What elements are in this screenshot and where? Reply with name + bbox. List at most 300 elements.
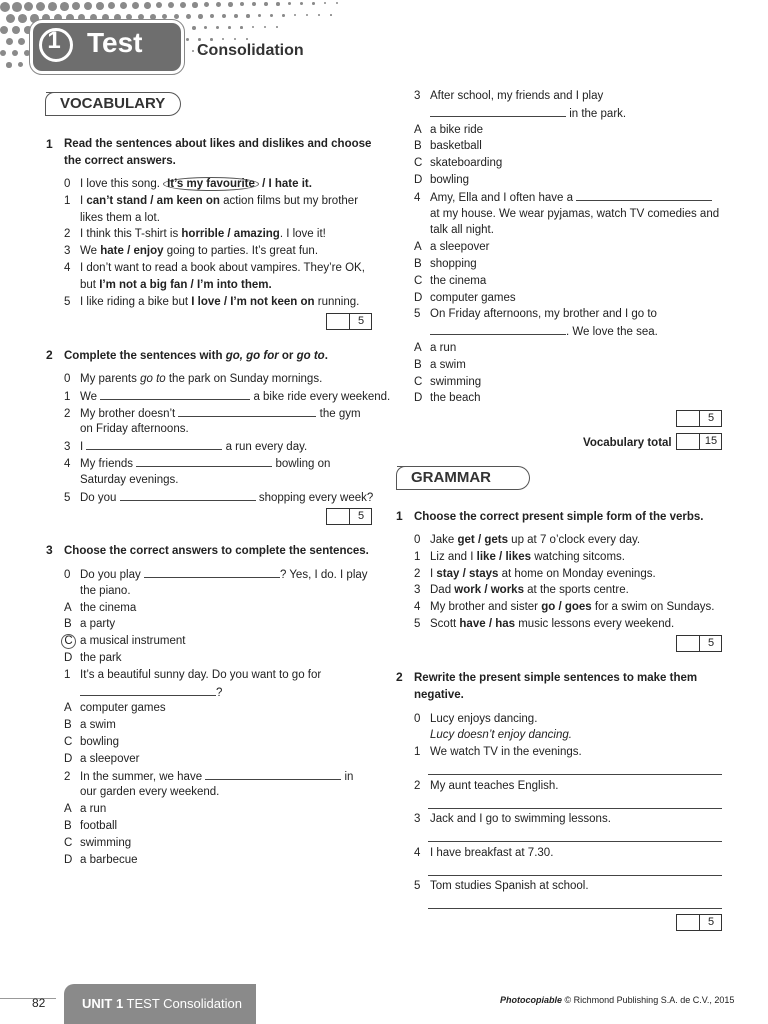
halftone-dot: [6, 62, 12, 68]
item-text: but: [80, 278, 100, 291]
answer-blank: [100, 388, 250, 400]
halftone-dot: [312, 2, 315, 5]
vocab-q1-item: [64, 226, 326, 243]
item-text: . I love it!: [279, 228, 326, 241]
item-number: 1: [64, 194, 71, 207]
vocab-q1-item: [64, 210, 160, 227]
answer-blank: [430, 323, 566, 335]
halftone-dot: [192, 2, 198, 8]
vocab-q2-item: [64, 421, 189, 438]
item-text: a bike ride: [430, 123, 484, 136]
item-number: 1: [414, 550, 421, 563]
item-text: After school, my friends and I play: [430, 90, 604, 102]
item-number: 0: [64, 373, 71, 385]
vocab-q3-line: [414, 105, 626, 123]
item-letter: B: [414, 258, 422, 270]
halftone-dot: [18, 38, 25, 45]
item-text: Dad: [430, 584, 455, 597]
item-text: It’s a beautiful sunny day. Do you want to go for: [80, 668, 322, 681]
halftone-dot: [198, 38, 201, 41]
test-title: Test: [87, 27, 143, 58]
grammar-q2-score-box: 5: [676, 914, 722, 931]
item-letter: [64, 633, 80, 650]
item-number: 0: [64, 178, 71, 190]
halftone-dot: [36, 2, 45, 11]
choice-options: like / likes: [476, 550, 532, 563]
halftone-dot: [144, 2, 151, 9]
vocab-q2-item: [64, 405, 361, 423]
vocab-q3-instruction: Choose the correct answers to complete the sentences.: [64, 545, 369, 557]
halftone-dot: [276, 2, 280, 6]
vocab-q3-line: [64, 835, 131, 852]
halftone-dot: [18, 62, 23, 67]
answer-blank: [80, 684, 216, 696]
item-letter: D: [414, 291, 423, 304]
item-text: shopping every week?: [255, 491, 374, 504]
item-text: Jack and I go to swimming lessons.: [430, 813, 611, 826]
answer-blank: [144, 566, 280, 578]
halftone-dot: [270, 14, 273, 17]
example-answer: go to: [140, 373, 166, 385]
item-text: ?: [216, 686, 223, 699]
halftone-dot: [252, 26, 254, 28]
vocab-q3-line: [414, 374, 481, 391]
item-text: the piano.: [80, 584, 131, 597]
halftone-dot: [12, 50, 18, 56]
vocab-q1-item: [64, 193, 358, 210]
item-text: I think this T-shirt is: [80, 228, 182, 241]
answer-blank: [430, 105, 566, 117]
item-text: for a swim on Sundays.: [591, 601, 715, 614]
halftone-dot: [246, 14, 250, 18]
halftone-dot: [318, 14, 320, 16]
item-text: a musical instrument: [80, 635, 186, 648]
halftone-dot: [210, 14, 214, 18]
vocab-q3-line: [64, 650, 122, 667]
halftone-dot: [96, 2, 104, 10]
unit-number: 1: [47, 27, 61, 54]
item-text: the beach: [430, 392, 481, 405]
halftone-dot: [228, 26, 231, 29]
item-text: running.: [314, 295, 360, 308]
grammar-q1-score-box: 5: [676, 635, 722, 652]
item-letter: D: [64, 652, 73, 664]
copyright-notice: Photocopiable © Richmond Publishing S.A. de C.V., 2015: [500, 995, 735, 1005]
item-text: . We love the sea.: [566, 326, 658, 339]
vocab-q3-line: [414, 357, 466, 374]
item-letter: B: [64, 719, 72, 732]
vocab-q1-item: [64, 260, 365, 277]
choice-options: stay / stays: [436, 567, 499, 580]
answer-line: [428, 908, 722, 909]
vocab-q3-line: [64, 852, 138, 869]
item-text: I like riding a bike but: [80, 295, 192, 308]
item-letter: D: [414, 392, 423, 405]
halftone-dot: [132, 2, 139, 9]
choice-options: I love / I’m not keen on: [191, 295, 315, 308]
item-number: 2: [64, 770, 71, 783]
halftone-dot: [282, 14, 285, 17]
answer-line: [428, 808, 722, 809]
item-text: in the park.: [566, 107, 627, 120]
halftone-dot: [222, 38, 224, 40]
item-letter: B: [64, 820, 72, 832]
vocabulary-total-label: Vocabulary total: [583, 437, 672, 449]
choice-options: can’t stand / am keen on: [86, 194, 220, 207]
item-number: 3: [414, 584, 421, 597]
item-text: at my house. We wear pyjamas, watch TV comedies and: [430, 207, 720, 220]
item-number: 4: [414, 191, 421, 204]
item-text: a bike ride every weekend.: [250, 390, 391, 403]
halftone-dot: [174, 14, 179, 19]
halftone-dot: [108, 2, 115, 9]
halftone-dot: [324, 2, 326, 4]
halftone-dot: [0, 2, 10, 12]
item-text: ? Yes, I do. I play: [279, 569, 368, 581]
page-number: 82: [32, 996, 46, 1010]
answer-blank: [205, 768, 341, 780]
grammar-q2-item: [414, 744, 582, 761]
vocabulary-heading: VOCABULARY: [46, 92, 181, 116]
vocab-q3-line: [414, 172, 469, 189]
halftone-dot: [0, 26, 8, 34]
item-text: the cinema: [430, 274, 487, 287]
item-text: watching sitcoms.: [531, 550, 625, 563]
halftone-dot: [12, 2, 22, 12]
item-letter: A: [64, 803, 72, 816]
vocab-q3-line: [64, 751, 139, 768]
halftone-dot: [240, 2, 244, 6]
vocab-q3-line: [64, 684, 222, 702]
item-text: a sleepover: [430, 241, 490, 254]
halftone-dot: [330, 14, 332, 16]
item-text: a barbecue: [80, 853, 138, 866]
vocab-q2-item: [64, 438, 307, 456]
grammar-q1-item: [414, 599, 714, 616]
halftone-dot: [294, 14, 296, 16]
item-text: We watch TV in the evenings.: [430, 746, 582, 758]
vocab-q3-line: [64, 768, 353, 786]
choice-options: I’m not a big fan / I’m into them.: [99, 278, 272, 291]
vocab-q2-number: 2: [46, 348, 53, 362]
vocab-q3-line: [64, 583, 131, 600]
item-text: the park on Sunday mornings.: [165, 373, 323, 385]
grammar-q1-instruction: Choose the correct present simple form of the verbs.: [414, 511, 704, 523]
item-letter: A: [64, 702, 72, 715]
vocab-q3-line: [64, 717, 116, 734]
halftone-dot: [204, 2, 209, 7]
halftone-dot: [162, 14, 167, 19]
vocab-q1-number: 1: [46, 137, 53, 151]
vocab-q3-line: [414, 206, 719, 223]
halftone-dot: [300, 2, 303, 5]
circled-letter: C: [61, 634, 76, 649]
item-letter: A: [414, 342, 422, 354]
item-text: bowling on: [272, 458, 331, 470]
item-text: I love this song.: [80, 178, 164, 190]
item-text: My friends: [80, 458, 137, 470]
item-number: 5: [414, 308, 421, 321]
vocab-q2-item: [64, 371, 322, 388]
item-text: Liz and I: [430, 550, 477, 563]
answer-blank: [576, 189, 712, 201]
item-number: 5: [64, 491, 71, 504]
vocab-q3-line: [414, 138, 482, 155]
halftone-dot: [306, 14, 308, 16]
item-text: We: [80, 390, 101, 403]
item-text: basketball: [430, 140, 482, 153]
item-number: 0: [414, 534, 421, 546]
answer-blank: [136, 455, 272, 467]
choice-options: go / goes: [541, 601, 592, 614]
item-text: going to parties. It’s great fun.: [163, 245, 319, 258]
halftone-dot: [192, 50, 194, 52]
halftone-dot: [186, 14, 191, 19]
item-text: I: [430, 567, 437, 580]
item-number: 3: [64, 245, 71, 258]
vocab-q3-line: [64, 600, 136, 617]
halftone-dot: [288, 2, 291, 5]
answer-blank: [178, 405, 316, 417]
vocab-q3-line: [64, 818, 117, 835]
halftone-dot: [336, 2, 338, 4]
halftone-dot: [0, 50, 6, 56]
vocab-q3-line: [64, 616, 115, 633]
page-subtitle: Consolidation: [197, 42, 304, 59]
page-number-tab: [0, 984, 64, 1024]
grammar-q2-item: [414, 811, 611, 828]
grammar-q2-item: [414, 878, 589, 895]
item-text: My parents: [80, 373, 141, 385]
vocab-q1-item: [64, 243, 318, 260]
vocab-q3-line: [64, 734, 119, 751]
item-text: the cinema: [80, 601, 137, 614]
vocab-q3-line: [414, 88, 603, 105]
item-text: a swim: [430, 358, 466, 371]
halftone-dot: [6, 14, 15, 23]
answer-line: [428, 875, 722, 876]
item-letter: C: [414, 157, 423, 170]
item-text: music lessons every weekend.: [515, 618, 675, 630]
item-text: shopping: [430, 258, 477, 270]
grammar-q2-item: [414, 845, 553, 862]
halftone-dot: [120, 2, 127, 9]
item-letter: B: [414, 140, 422, 153]
halftone-dot: [6, 38, 13, 45]
halftone-dot: [240, 26, 243, 29]
grammar-q2-instruction: Rewrite the present simple sentences to make them negative.: [414, 672, 698, 701]
vocab-q3-line: [64, 667, 321, 684]
vocab-q2-item: [64, 455, 330, 473]
item-text: on Friday afternoons.: [80, 423, 189, 436]
test-badge: [30, 20, 184, 74]
item-text: We: [80, 245, 101, 258]
halftone-dot: [60, 2, 69, 11]
item-text: the park: [80, 652, 122, 664]
choice-options: hate / enjoy: [100, 245, 164, 258]
item-text: skateboarding: [430, 157, 503, 170]
choice-options: get / gets: [457, 534, 508, 546]
halftone-dot: [234, 38, 236, 40]
item-number: 3: [414, 90, 421, 102]
item-text: a run: [80, 803, 107, 816]
item-text: bowling: [430, 174, 469, 186]
halftone-dot: [264, 26, 266, 28]
vocab-q2-score-box: 5: [326, 508, 372, 525]
halftone-dot: [24, 2, 33, 11]
item-number: 0: [64, 569, 71, 581]
item-text: talk all night.: [430, 224, 494, 237]
item-letter: C: [64, 736, 73, 748]
halftone-dot: [12, 26, 20, 34]
item-letter: C: [64, 836, 73, 849]
halftone-dot: [210, 38, 213, 41]
vocab-q3-line: [414, 155, 502, 172]
item-text: My brother doesn’t: [80, 407, 179, 420]
grammar-q2-item: [414, 778, 559, 795]
vocab-q1-item: [64, 176, 312, 193]
vocab-q3-line: [414, 239, 489, 256]
grammar-heading: GRAMMAR: [397, 466, 530, 490]
item-letter: C: [414, 274, 423, 287]
item-text: likes them a lot.: [80, 211, 160, 224]
item-letter: B: [414, 358, 422, 371]
halftone-dot: [186, 38, 189, 41]
vocab-q3-line: [414, 340, 456, 357]
choice-options: horrible / amazing: [181, 228, 280, 241]
item-text: I: [80, 441, 87, 454]
vocab-q1-item: [64, 277, 272, 294]
vocab-q3-score-box: 5: [676, 410, 722, 427]
item-letter: D: [64, 853, 73, 866]
halftone-dot: [150, 14, 156, 20]
grammar-q1-item: [414, 582, 629, 599]
item-letter: A: [414, 123, 422, 136]
vocab-q3-line: [414, 306, 657, 323]
item-text: swimming: [430, 375, 482, 388]
vocab-q2-item: [64, 388, 390, 406]
item-text: the gym: [316, 407, 361, 420]
vocab-q3-line: [414, 323, 658, 341]
vocab-q2-item: [64, 472, 178, 489]
vocabulary-total-box: 15: [676, 433, 722, 450]
answer-blank: [86, 438, 222, 450]
answer-line: [428, 774, 722, 775]
item-letter: D: [414, 174, 423, 186]
item-text: Jake: [430, 534, 458, 546]
item-text: a run every day.: [222, 441, 308, 454]
halftone-dot: [192, 26, 196, 30]
grammar-q2-example-answer: Lucy doesn’t enjoy dancing.: [430, 729, 572, 741]
halftone-dot: [72, 2, 80, 10]
vocab-q3-line: [64, 633, 185, 650]
grammar-q2-number: 2: [396, 670, 403, 684]
item-letter: C: [414, 375, 423, 388]
item-number: 2: [414, 567, 421, 580]
halftone-dot: [234, 14, 238, 18]
halftone-dot: [216, 26, 219, 29]
vocab-q3-line: [64, 784, 219, 801]
vocab-q3-line: [414, 290, 516, 307]
item-text: Do you play: [80, 569, 144, 581]
item-number: 1: [64, 390, 71, 403]
answer-blank: [120, 489, 256, 501]
item-letter: A: [414, 241, 422, 254]
circled-answer: It’s my favourite: [163, 177, 259, 191]
item-text: On Friday afternoons, my brother and I go to: [430, 308, 657, 321]
item-text: Scott: [430, 618, 460, 630]
vocab-q2-item: [64, 489, 373, 507]
item-text: computer games: [430, 291, 516, 304]
grammar-q1-item: [414, 532, 640, 549]
item-text: / I hate it.: [258, 178, 312, 190]
vocab-q3-line: [414, 273, 486, 290]
footer-unit-label: UNIT 1 TEST Consolidation: [64, 984, 256, 1024]
item-number: 2: [414, 779, 421, 792]
item-number: 3: [414, 813, 421, 826]
item-text: My brother and sister: [430, 601, 542, 614]
item-text: I don’t want to read a book about vampires. They’re OK,: [80, 262, 365, 274]
halftone-dot: [228, 2, 233, 7]
item-number: 4: [64, 262, 71, 274]
item-text: a run: [430, 342, 457, 354]
item-text: In the summer, we have: [80, 770, 206, 783]
vocab-q3-line: [414, 222, 494, 239]
halftone-dot: [180, 2, 186, 8]
halftone-dot: [216, 2, 221, 7]
item-number: 4: [414, 601, 421, 614]
vocab-q3-line: [64, 700, 166, 717]
item-text: our garden every weekend.: [80, 786, 220, 799]
halftone-dot: [168, 2, 174, 8]
choice-options: work / works: [454, 584, 524, 597]
vocab-q3-number: 3: [46, 543, 53, 557]
halftone-dot: [156, 2, 162, 8]
halftone-dot: [246, 38, 248, 40]
vocab-q3-line: [64, 566, 368, 584]
item-number: 5: [414, 880, 421, 893]
item-number: 4: [414, 846, 421, 859]
vocab-q1-item: [64, 294, 359, 311]
halftone-dot: [204, 26, 207, 29]
item-text: I: [80, 194, 87, 207]
item-number: 5: [414, 618, 421, 630]
item-text: a party: [80, 618, 116, 631]
vocab-q3-line: [414, 189, 712, 207]
vocab-q3-line: [64, 801, 106, 818]
item-text: at the sports centre.: [523, 584, 629, 597]
halftone-dot: [258, 14, 261, 17]
item-text: I have breakfast at 7.30.: [430, 846, 554, 859]
item-text: at home on Monday evenings.: [498, 567, 656, 580]
halftone-dot: [276, 26, 278, 28]
item-text: up at 7 o’clock every day.: [507, 534, 641, 546]
grammar-q1-item: [414, 566, 656, 583]
item-text: My aunt teaches English.: [430, 779, 559, 792]
vocab-q3-line: [414, 390, 481, 407]
choice-options: have / has: [459, 618, 516, 630]
vocab-q1-instruction: Read the sentences about likes and dislikes and choose the correct answers.: [64, 138, 372, 167]
grammar-q1-item: [414, 616, 674, 633]
item-text: swimming: [80, 836, 132, 849]
halftone-dot: [198, 14, 203, 19]
item-text: a swim: [80, 719, 116, 732]
item-number: 3: [64, 441, 71, 454]
item-letter: A: [64, 601, 72, 614]
item-number: 4: [64, 458, 71, 470]
item-text: a sleepover: [80, 752, 140, 765]
item-text: bowling: [80, 736, 119, 748]
